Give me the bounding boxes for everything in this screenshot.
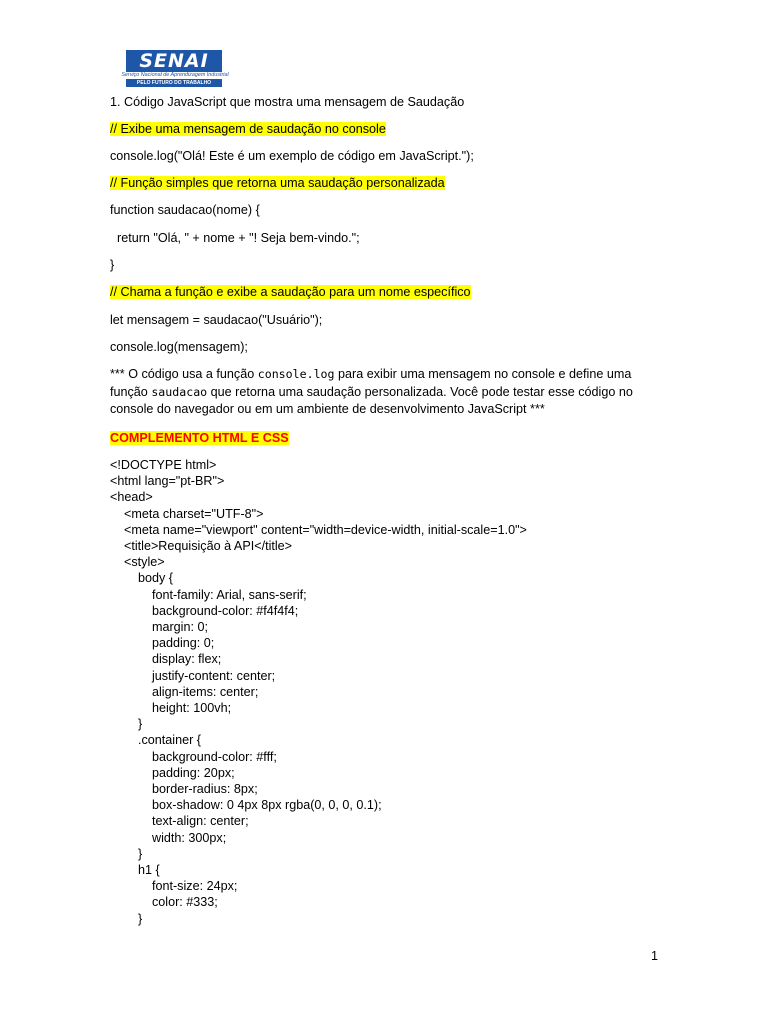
html-code-line: font-family: Arial, sans-serif; <box>110 587 307 602</box>
html-code-line: align-items: center; <box>110 684 259 699</box>
html-code-line: box-shadow: 0 4px 8px rgba(0, 0, 0, 0.1); <box>110 798 382 813</box>
html-code-line: } <box>110 717 143 732</box>
html-code-line: height: 100vh; <box>110 701 232 715</box>
html-code-line: justify-content: center; <box>110 668 276 683</box>
inline-code: saudacao <box>151 384 208 399</box>
html-code-line: border-radius: 8px; <box>110 782 258 796</box>
html-code-line: .container { <box>110 733 202 748</box>
highlighted-text: // Função simples que retorna uma saudação personalizada <box>110 176 445 190</box>
html-code-line: <meta charset="UTF-8"> <box>110 506 264 521</box>
html-code-line: background-color: #fff; <box>110 749 277 764</box>
note-text: que retorna uma saudação personalizada. Você pode testar esse código no console do navegador ou em um ambiente de desenvolvimento JavaScript *** <box>110 384 633 416</box>
html-code-line: color: #333; <box>110 895 218 910</box>
document-title: 1. Código JavaScript que mostra uma mensagem de Saudação <box>110 95 465 109</box>
html-code-line: } <box>110 911 143 926</box>
html-code-line: display: flex; <box>110 652 222 667</box>
js-code-line: } <box>110 258 115 272</box>
senai-logo <box>112 46 234 88</box>
highlighted-text: // Chama a função e exibe a saudação para um nome específico <box>110 285 471 299</box>
note-text: *** O código usa a função <box>110 367 258 381</box>
html-code-line: font-size: 24px; <box>110 879 238 894</box>
js-code-line: let mensagem = saudacao("Usuário"); <box>110 313 323 327</box>
explanation-paragraph <box>110 366 662 419</box>
note-text: para exibir uma mensagem no console e define uma função <box>110 367 632 399</box>
html-code-line: <head> <box>110 490 153 505</box>
logo-subtitle: Serviço Nacional de Aprendizagem Industrial <box>121 72 229 78</box>
section-heading <box>110 430 289 446</box>
js-comment-line <box>110 175 445 191</box>
js-code-line: function saudacao(nome) { <box>110 203 260 217</box>
js-code-line: console.log(mensagem); <box>110 340 248 354</box>
html-code-line: background-color: #f4f4f4; <box>110 603 299 618</box>
html-code-line: body { <box>110 571 174 586</box>
js-code-line: console.log("Olá! Este é um exemplo de código em JavaScript."); <box>110 149 474 163</box>
logo-word: SENAI <box>126 50 222 72</box>
html-code-line: <title>Requisição à API</title> <box>110 539 293 553</box>
html-code-line: <meta name="viewport" content="width=device-width, initial-scale=1.0"> <box>110 522 527 537</box>
page-number: 1 <box>651 949 659 963</box>
html-code-line: width: 300px; <box>110 830 227 845</box>
html-code-line: text-align: center; <box>110 814 249 829</box>
js-comment-line <box>110 284 471 300</box>
html-code-line: padding: 0; <box>110 636 215 651</box>
inline-code: console.log <box>257 367 335 381</box>
highlighted-text: // Exibe uma mensagem de saudação no console <box>110 122 386 136</box>
html-code-line: <style> <box>110 555 165 570</box>
html-code-line: <!DOCTYPE html> <box>110 458 217 472</box>
logo-tagline: PELO FUTURO DO TRABALHO <box>126 79 222 87</box>
js-code-line: return "Olá, " + nome + "! Seja bem-vindo."; <box>110 231 360 245</box>
html-code-line: padding: 20px; <box>110 765 235 780</box>
html-code-line: h1 { <box>110 863 160 877</box>
highlighted-heading: COMPLEMENTO HTML E CSS <box>110 431 289 445</box>
html-code-line: } <box>110 846 143 861</box>
html-code-line: <html lang="pt-BR"> <box>110 474 225 489</box>
js-comment-line <box>110 121 386 137</box>
html-code-line: margin: 0; <box>110 620 208 634</box>
